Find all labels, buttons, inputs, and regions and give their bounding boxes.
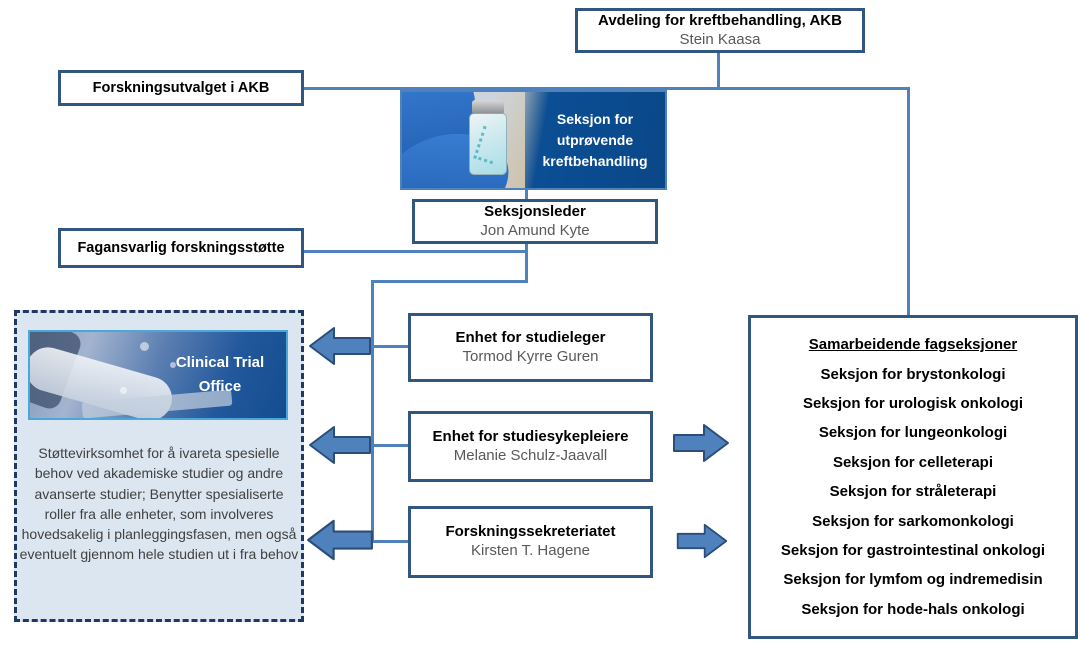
unit-box-research-secretariat [408, 506, 653, 578]
section-leader-box [412, 199, 658, 244]
unit-lead-name: Kirsten T. Hagene [471, 542, 590, 559]
collab-section-item: Seksjon for celleterapi [832, 453, 994, 471]
collaborating-sections-title: Samarbeidende fagseksjoner [808, 336, 1018, 354]
research-support-box [58, 228, 304, 268]
collaborating-sections-box [748, 315, 1078, 639]
connector-support-horizontal [303, 250, 528, 253]
arrow-right-to-sections-2 [674, 523, 730, 559]
unit-lead-name: Melanie Schulz-Jaavall [453, 446, 608, 464]
bokeh-dot [140, 342, 149, 351]
arrow-left-to-cto-2 [308, 425, 372, 465]
research-committee-label: Forskningsutvalget i AKB [92, 79, 270, 96]
section-banner-title: Seksjon for utprøvende kreftbehandling [542, 110, 648, 169]
collab-section-item: Seksjon for sarkomonkologi [812, 512, 1014, 530]
department-title: Avdeling for kreftbehandling, AKB [598, 11, 842, 29]
collab-section-item: Seksjon for stråleterapi [829, 483, 997, 501]
arrow-left-to-cto-3 [306, 512, 374, 568]
connector-right-down [907, 87, 910, 315]
clinical-trial-office-label: Clinical Trial Office [175, 354, 265, 395]
vial-dna-strand-graphic [473, 126, 503, 165]
clinical-trial-office-image [28, 330, 288, 420]
department-leader-name: Stein Kaasa [679, 30, 761, 48]
collab-section-item: Seksjon for lungeonkologi [818, 424, 1008, 442]
unit-lead-name: Tormod Kyrre Guren [462, 347, 599, 365]
unit-title: Enhet for studiesykepleiere [432, 427, 629, 445]
arrow-right-to-sections-1 [672, 423, 730, 463]
research-committee-box [58, 70, 304, 106]
arrow-left-to-cto-1 [308, 326, 372, 366]
vial-body-graphic [469, 113, 507, 175]
section-banner-image [400, 90, 667, 190]
collab-section-item: Seksjon for hode-hals onkologi [801, 600, 1025, 618]
section-banner-panel [525, 92, 665, 188]
connector-leader-down [525, 243, 528, 283]
connector-units-vertical [371, 280, 374, 543]
connector-stub-unit-1 [371, 345, 408, 348]
section-leader-title: Seksjonsleder [484, 202, 586, 220]
unit-box-study-nurses [408, 411, 653, 482]
vial-cap-graphic [472, 100, 504, 113]
bokeh-dot [120, 387, 127, 394]
collab-section-item: Seksjon for gastrointestinal onkologi [780, 541, 1046, 559]
connector-stub-unit-3 [371, 540, 408, 543]
collab-section-item: Seksjon for urologisk onkologi [802, 395, 1024, 413]
research-support-label: Fagansvarlig forskningsstøtte [77, 239, 285, 256]
connector-stub-unit-2 [371, 444, 408, 447]
unit-title: Enhet for studieleger [455, 328, 606, 346]
connector-mid-horizontal [371, 280, 528, 283]
unit-box-study-physicians [408, 313, 653, 382]
section-leader-name: Jon Amund Kyte [480, 221, 590, 239]
unit-title: Forskningssekreteriatet [445, 523, 616, 541]
collab-section-item: Seksjon for brystonkologi [820, 365, 1006, 383]
department-box [575, 8, 865, 53]
collab-section-item: Seksjon for lymfom og indremedisin [783, 571, 1043, 589]
clinical-trial-office-description: Støttevirksomhet for å ivareta spesielle behov ved akademiske studier og andre avanserte studier; Benytter spesialiserte roller fra alle enheter, som involveres hovedsakelig i planleggingsfasen, men også eventuelt gjennom hele studien ut i fra behov [19, 445, 299, 563]
connector-dept-down [717, 53, 720, 88]
